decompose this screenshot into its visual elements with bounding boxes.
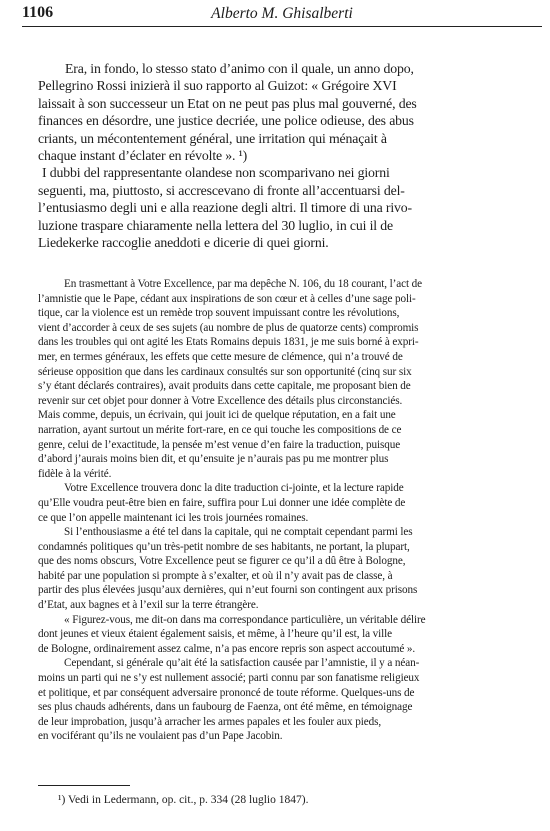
body-text-line: laissait à son successeur un Etat on ne peut pas plus mal gouverné, des xyxy=(38,95,417,111)
body-text-line: seguenti, ma, piuttosto, si accrescevano di fronte all’accentuarsi del- xyxy=(38,182,405,198)
quote-text-line: vient d’accorder à ceux de ses sujets (au nombre de plus de quatorze cents) compromis xyxy=(38,321,419,334)
body-text-line: criants, un mécontentement général, une irritation qui ménaçait à xyxy=(38,130,387,146)
quoted-letter xyxy=(38,277,541,744)
quote-text-line: d’abord j’aurais moins bien dit, et qu’ensuite je n’aurais pas pu me montrer plus xyxy=(38,453,389,466)
page-number: 1106 xyxy=(22,4,54,21)
quote-text-line: partir des plus élevées jusqu’aux dernières, qui n’eut fourni son contingent aux prisons xyxy=(38,584,418,597)
footnote: ¹) Vedi in Ledermann, op. cit., p. 334 (28 luglio 1847). xyxy=(58,794,309,806)
quote-text-line: dans les troubles qui ont agité les Etats Romains depuis 1831, je me suis borné à expri- xyxy=(38,336,419,349)
body-text-line: Era, in fondo, lo stesso stato d’animo con il quale, un anno dopo, xyxy=(65,61,414,76)
quote-text-line: et politique, et par conséquent adversaire prononcé de toute réforme. Quelques-uns de xyxy=(38,686,415,699)
quote-text-line: revenir sur cet objet pour donner à Votre Excellence des détails plus circonstanciés. xyxy=(38,394,403,407)
quote-text-line: de leur improbation, jusqu’à arracher les armes papales et les fouler aux pieds, xyxy=(38,715,382,728)
quote-text-line: narration, ayant surtout un mérite fort-rare, en ce qui touche les compositions de ce xyxy=(38,423,402,436)
quote-text-line: de Bologne, ordinairement assez calme, n’a pas encore repris son aspect accoutumé ». xyxy=(38,642,416,655)
main-text xyxy=(38,60,541,251)
quote-text-line: moins un parti qui ne s’y est nullement associé; parti connu par son fanatisme religieux xyxy=(38,672,420,685)
quote-text-line: Si l’enthousiasme a été tel dans la capitale, qui ne comptait cependant parmi les xyxy=(64,526,413,539)
header-rule xyxy=(22,26,542,27)
quote-text-line: Cependant, si générale qu’ait été la satisfaction causée par l’amnistie, il y a néan- xyxy=(64,657,420,670)
running-head: Alberto M. Ghisalberti xyxy=(211,5,353,22)
quote-text-line: dont jeunes et vieux étaient également saisis, et même, à l’heure qu’il est, la ville xyxy=(38,628,393,641)
body-text-line: finances en désordre, une justice decriée, une police odieuse, des abus xyxy=(38,113,414,129)
quote-text-line: que des noms obscurs, Votre Excellence peut se figurer ce qu’il a dû être à Bologne, xyxy=(38,555,406,568)
quote-text-line: mer, en termes généraux, les effets que cette mesure de clémence, qui n’a trouvé de xyxy=(38,350,403,363)
page-header xyxy=(22,3,542,23)
quote-text-line: ce que l’on appelle maintenant ici les trois journées romaines. xyxy=(38,511,309,524)
quote-text-line: genre, celui de l’exactitude, la pensée m’est venue d’en faire la traduction, puisque xyxy=(38,438,401,451)
quote-text-line: en vociférant qu’ils ne voulaient pas d’un Pape Jacobin. xyxy=(38,730,283,743)
quote-text-line: d’Etat, aux bagnes et à l’exil sur la terre étrangère. xyxy=(38,599,259,612)
quote-text-line: « Figurez-vous, me dit-on dans ma correspondance particulière, un véritable délire xyxy=(64,613,426,626)
quote-text-line: s’y étant déclarés contraires), avait produits dans cette capitale, me proposant bien de xyxy=(38,380,411,393)
body-text-line: Pellegrino Rossi inizierà il suo rapporto al Guizot: « Grégoire XVI xyxy=(38,78,397,94)
quote-text-line: En trasmettant à Votre Excellence, par ma depêche N. 106, du 18 courant, l’act de xyxy=(64,278,423,290)
body-text-line: I dubbi del rappresentante olandese non scomparivano nei giorni xyxy=(42,165,390,181)
quote-text-line: fidèle à la vérité. xyxy=(38,467,112,480)
body-text-line: luzione traspare chiaramente nella lettera del 30 luglio, in cui il de xyxy=(38,217,393,233)
quote-text-line: Votre Excellence trouvera donc la dite traduction ci-jointe, et la lecture rapide xyxy=(64,482,404,495)
footnote-rule xyxy=(38,785,130,786)
quote-text-line: Mais comme, depuis, un écrivain, qui jouit ici de quelque réputation, en a fait une xyxy=(38,409,396,422)
quote-text-line: qu’Elle voudra peut-être bien en faire, suffira pour Lui donner une idée complète de xyxy=(38,496,406,509)
body-text-line: Liedekerke raccoglie aneddoti e dicerie di quei giorni. xyxy=(38,235,329,251)
body-text-line: chaque instant d’éclater en révolte ». ¹) xyxy=(38,148,248,164)
quote-text-line: condamnés politiques qu’un très-petit nombre de ses habitants, ne portant, la plupart, xyxy=(38,540,410,553)
body-text-line: l’entusiasmo degli uni e alla reazione degli altri. Il timore di una rivo- xyxy=(38,200,412,216)
quote-text-line: sérieuse opposition que dans les cardinaux consultés sur son opportunité (cinq sur six xyxy=(38,365,412,378)
quote-text-line: tique, car la violence est un remède trop souvent impuissant contre les révolutions, xyxy=(38,307,400,320)
quote-text-line: ses plus chauds adhérents, dans un faubourg de Faenza, ont été même, en témoignage xyxy=(38,701,413,714)
quote-text-line: l’amnistie que le Pape, cédant aux inspirations de son cœur et à celles d’une sage poli- xyxy=(38,292,416,305)
quote-text-line: habité par une population si prompte à s’exalter, et où il n’y avait pas de classe, à xyxy=(38,569,393,582)
